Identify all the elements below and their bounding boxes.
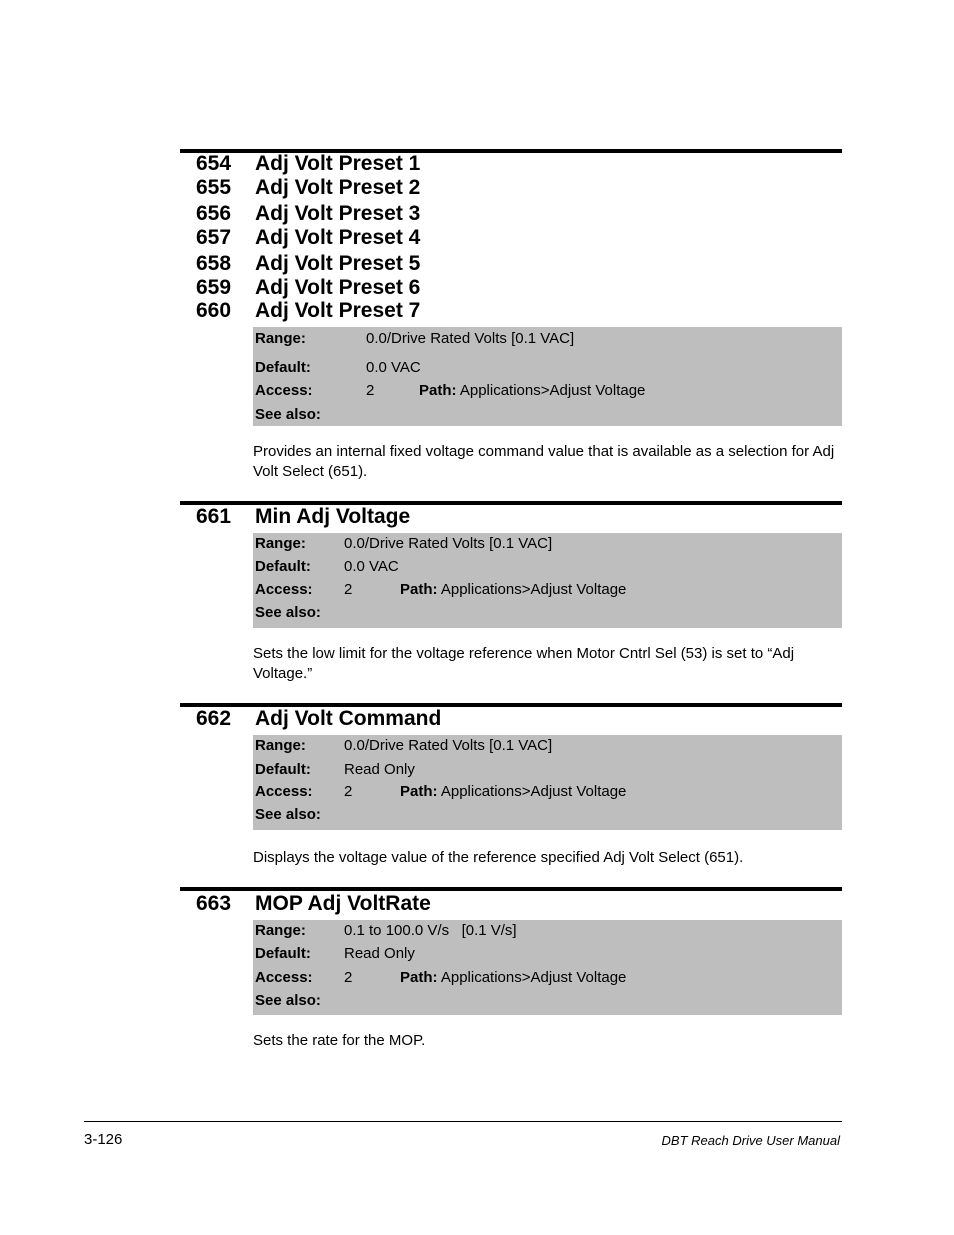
range-value: 0.0/Drive Rated Volts [0.1 VAC] [366, 330, 575, 347]
seealso-label: See also: [255, 992, 321, 1009]
access-label: Access: [255, 382, 313, 399]
access-value: 2 [366, 382, 375, 399]
param-info-box [253, 920, 842, 1015]
seealso-label: See also: [255, 604, 321, 621]
param-number: 660 [196, 299, 232, 322]
path-text: Applications>Adjust Voltage [459, 382, 646, 399]
param-title: Adj Volt Preset 4 [255, 226, 421, 249]
param-description: Displays the voltage value of the reference specified Adj Volt Select (651). [253, 849, 744, 866]
param-number: 663 [196, 892, 232, 915]
path-value [400, 782, 626, 802]
range-value: 0.1 to 100.0 V/s [0.1 V/s] [344, 922, 517, 939]
path-label: Path: [400, 969, 438, 986]
path-value [419, 381, 645, 401]
default-value: Read Only [344, 761, 415, 778]
seealso-label: See also: [255, 406, 321, 423]
path-value [400, 968, 626, 988]
param-title: MOP Adj VoltRate [255, 892, 431, 915]
default-label: Default: [255, 761, 311, 778]
param-number: 656 [196, 202, 232, 225]
path-label: Path: [419, 382, 457, 399]
default-value: 0.0 VAC [366, 359, 421, 376]
param-number: 654 [196, 152, 232, 175]
path-text: Applications>Adjust Voltage [440, 581, 627, 598]
param-title: Adj Volt Command [255, 707, 442, 730]
default-value: 0.0 VAC [344, 558, 399, 575]
param-title: Adj Volt Preset 7 [255, 299, 421, 322]
param-number: 661 [196, 505, 232, 528]
access-value: 2 [344, 581, 353, 598]
param-info-box [253, 735, 842, 830]
access-label: Access: [255, 969, 313, 986]
path-label: Path: [400, 783, 438, 800]
range-value: 0.0/Drive Rated Volts [0.1 VAC] [344, 737, 553, 754]
range-label: Range: [255, 330, 306, 347]
param-number: 659 [196, 276, 232, 299]
footer-rule [84, 1121, 842, 1122]
access-label: Access: [255, 581, 313, 598]
param-number: 658 [196, 252, 232, 275]
param-description: Sets the low limit for the voltage reference when Motor Cntrl Sel (53) is set to “Adj Voltage.” [253, 645, 795, 682]
default-label: Default: [255, 945, 311, 962]
param-description: Provides an internal fixed voltage command value that is available as a selection for Adj Volt Select (651). [253, 443, 835, 480]
access-value: 2 [344, 969, 353, 986]
range-label: Range: [255, 922, 306, 939]
param-description: Sets the rate for the MOP. [253, 1032, 426, 1049]
default-label: Default: [255, 359, 311, 376]
param-title: Adj Volt Preset 3 [255, 202, 421, 225]
manual-title: DBT Reach Drive User Manual [661, 1133, 840, 1148]
param-title: Min Adj Voltage [255, 505, 411, 528]
range-label: Range: [255, 737, 306, 754]
access-value: 2 [344, 783, 353, 800]
range-label: Range: [255, 535, 306, 552]
param-title: Adj Volt Preset 2 [255, 176, 421, 199]
path-text: Applications>Adjust Voltage [440, 969, 627, 986]
access-label: Access: [255, 783, 313, 800]
default-value: Read Only [344, 945, 415, 962]
param-number: 662 [196, 707, 232, 730]
default-label: Default: [255, 558, 311, 575]
path-label: Path: [400, 581, 438, 598]
range-value: 0.0/Drive Rated Volts [0.1 VAC] [344, 535, 553, 552]
param-info-box [253, 533, 842, 628]
path-text: Applications>Adjust Voltage [440, 783, 627, 800]
param-number: 657 [196, 226, 232, 249]
param-title: Adj Volt Preset 5 [255, 252, 421, 275]
seealso-label: See also: [255, 806, 321, 823]
page-number: 3-126 [84, 1131, 123, 1148]
path-value [400, 580, 626, 600]
param-title: Adj Volt Preset 6 [255, 276, 421, 299]
param-number: 655 [196, 176, 232, 199]
section-rule [180, 887, 842, 891]
param-title: Adj Volt Preset 1 [255, 152, 421, 175]
param-info-box [253, 327, 842, 426]
